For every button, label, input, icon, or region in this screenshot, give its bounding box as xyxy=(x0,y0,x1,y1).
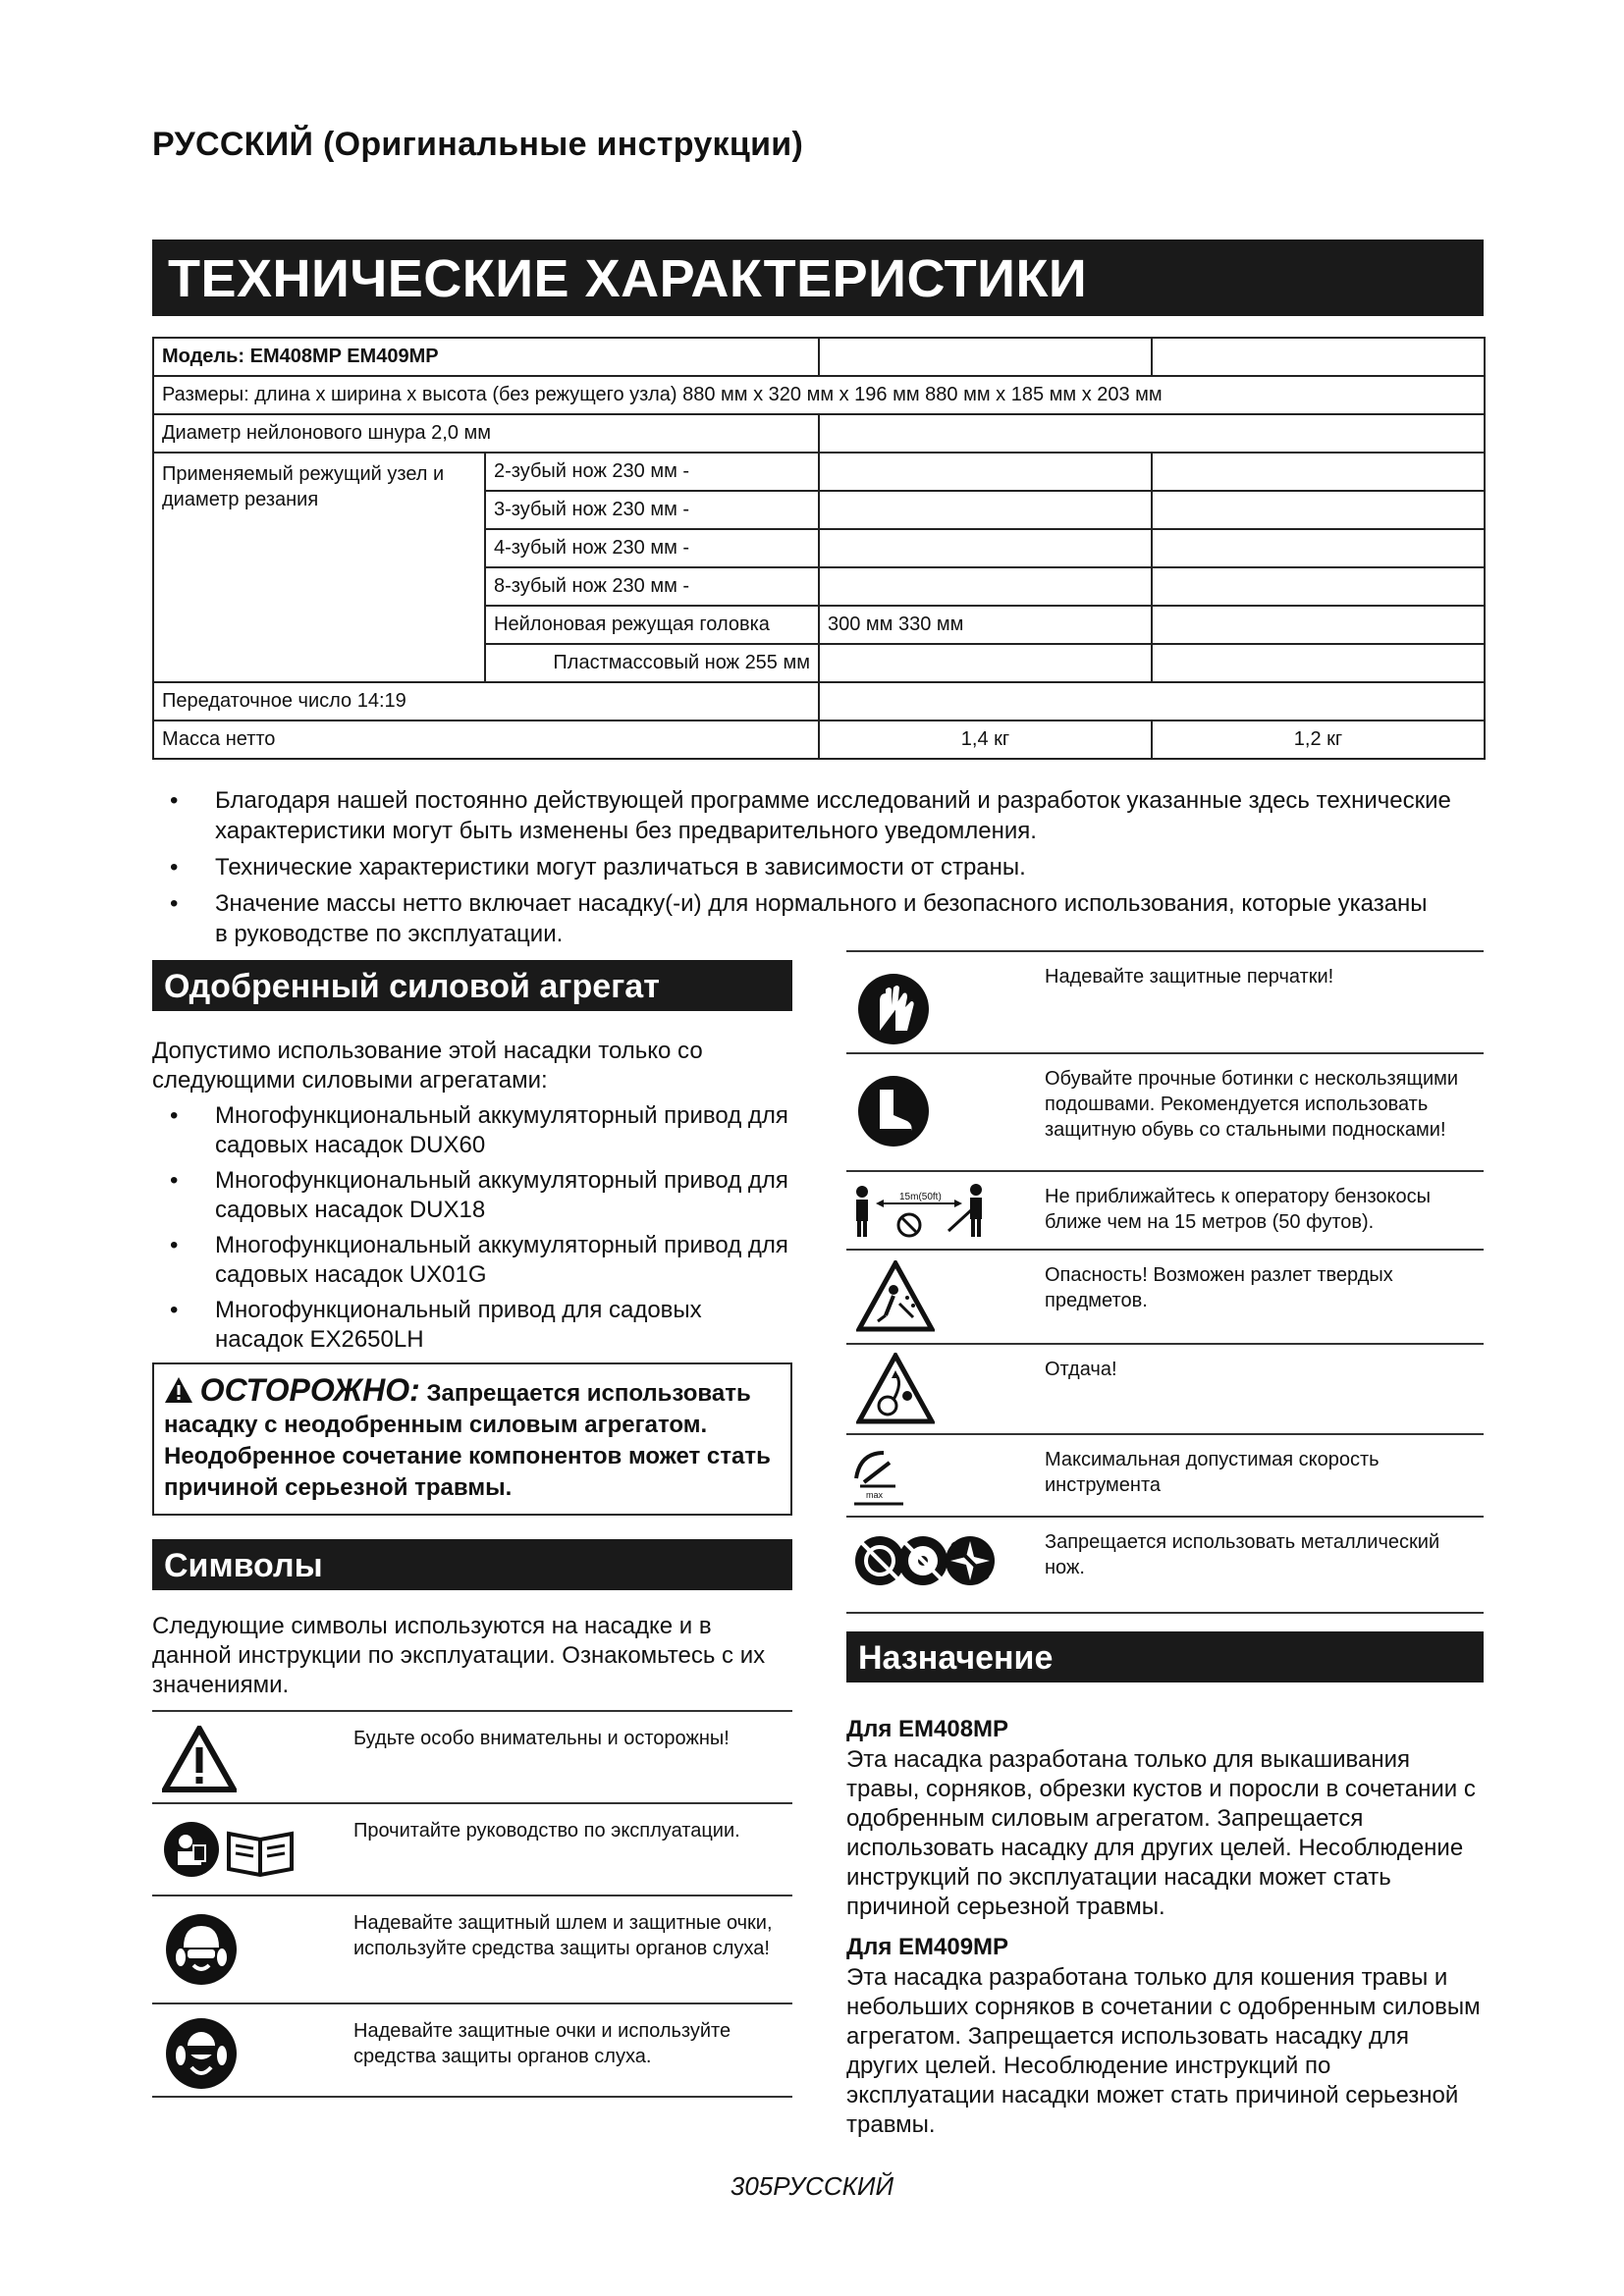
symbol-text: Будьте особо внимательны и осторожны! xyxy=(353,1728,730,1749)
cutter-row: 2-зубый нож 230 мм - xyxy=(485,453,819,491)
symbol-text: Опасность! Возможен разлет твердых предметов. xyxy=(1045,1264,1393,1311)
flying-objects-icon xyxy=(856,1260,935,1338)
power-unit-item: • Многофункциональный привод для садовых насадок EX2650LH xyxy=(152,1296,792,1355)
dimensions-cell: Размеры: длина x ширина x высота (без режущего узла) 880 мм x 320 мм x 196 мм 880 мм x 185 мм x 203 мм xyxy=(153,376,1485,414)
symbol-row xyxy=(846,1516,1484,1614)
approved-title: Одобренный силовой агрегат xyxy=(152,960,792,1011)
spec-note: • Благодаря нашей постоянно действующей программе исследований и разработок указанные здесь технические характеристики могут быть изменены без предварительного уведомления. xyxy=(152,785,1484,846)
warning-triangle-icon xyxy=(162,1726,237,1797)
specifications-table xyxy=(152,337,1486,760)
no-metal-blade-icon xyxy=(852,1531,1000,1597)
net-mass-em409: 1,2 кг xyxy=(1152,721,1485,759)
cutter-label-cell: Применяемый режущий узел и диаметр резания xyxy=(153,453,485,682)
max-speed-icon xyxy=(850,1443,909,1513)
spec-note: • Технические характеристики могут различаться в зависимости от страны. xyxy=(152,852,1484,882)
symbol-row xyxy=(152,2002,792,2098)
gear-ratio-cell: Передаточное число 14:19 xyxy=(153,682,819,721)
cutter-row: Нейлоновая режущая головка xyxy=(485,606,819,644)
symbol-text: Надевайте защитные перчатки! xyxy=(1045,966,1334,988)
purpose-em409-heading: Для EM409MP xyxy=(846,1934,1009,1960)
model-cell: Модель: EM408MP EM409MP xyxy=(153,338,819,376)
symbol-row xyxy=(152,1895,792,2002)
cutter-row: 3-зубый нож 230 мм - xyxy=(485,491,819,529)
cutter-row: Пластмассовый нож 255 мм xyxy=(485,644,819,682)
warning-triangle-icon xyxy=(164,1380,200,1407)
warning-label: ОСТОРОЖНО: xyxy=(199,1372,420,1408)
purpose-em408-text: Эта насадка разработана только для выкашивания травы, сорняков, обрезки кустов и поросли в сочетании с одобренным силовым агрегатом. Запрещается использовать насадку для других целей. Несоблюдение инструкций по эксплуатации насадки может стать причиной серьезной травмы. xyxy=(846,1746,1476,1920)
symbol-text: Запрещается использовать металлический нож. xyxy=(1045,1531,1440,1578)
page-language-title: РУССКИЙ (Оригинальные инструкции) xyxy=(152,126,804,163)
symbol-text: Обувайте прочные ботинки с нескользящими подошвами. Рекомендуется использовать защитную обувь со стальными подносками! xyxy=(1045,1068,1459,1141)
max-label: max xyxy=(866,1490,884,1500)
read-manual-icon xyxy=(162,1820,309,1884)
helmet-goggles-earmuffs-icon xyxy=(164,1912,239,1992)
symbol-row xyxy=(846,1052,1484,1170)
warning-text: Запрещается использовать насадку с неодобренным силовым агрегатом. Неодобренное сочетание компонентов может стать причиной серьезной травмы. xyxy=(164,1380,771,1501)
warning-box xyxy=(152,1362,792,1516)
symbol-row xyxy=(846,1249,1484,1343)
approved-power-unit-section xyxy=(152,960,792,1700)
symbol-row xyxy=(846,1433,1484,1516)
power-unit-item: • Многофункциональный аккумуляторный привод для садовых насадок UX01G xyxy=(152,1231,792,1290)
boots-icon xyxy=(856,1074,931,1153)
purpose-title: Назначение xyxy=(846,1631,1484,1682)
keep-distance-icon xyxy=(850,1182,998,1246)
cord-diameter-cell: Диаметр нейлонового шнура 2,0 мм xyxy=(153,414,819,453)
specifications-banner: ТЕХНИЧЕСКИЕ ХАРАКТЕРИСТИКИ xyxy=(152,240,1484,316)
cutter-row: 8-зубый нож 230 мм - xyxy=(485,567,819,606)
distance-label: 15m(50ft) xyxy=(899,1192,942,1202)
approved-intro: Допустимо использование этой насадки только со следующими силовыми агрегатами: xyxy=(152,1038,703,1094)
spec-note: • Значение массы нетто включает насадку(-и) для нормального и безопасного использования, которые указаны в руководстве по эксплуатации. xyxy=(152,888,1484,949)
symbol-text: Надевайте защитные очки и используйте средства защиты органов слуха. xyxy=(353,2020,731,2067)
symbol-text: Надевайте защитный шлем и защитные очки, используйте средства защиты органов слуха! xyxy=(353,1912,773,1959)
symbol-text: Отдача! xyxy=(1045,1359,1117,1380)
page-footer: 305РУССКИЙ xyxy=(730,2171,894,2201)
purpose-em408-heading: Для EM408MP xyxy=(846,1716,1009,1742)
symbol-row xyxy=(846,1170,1484,1249)
kickback-icon xyxy=(856,1353,935,1430)
symbol-row xyxy=(846,1343,1484,1433)
symbol-row xyxy=(152,1710,792,1802)
symbols-title: Символы xyxy=(152,1539,792,1590)
gloves-icon xyxy=(856,972,931,1051)
spec-notes xyxy=(152,785,1484,955)
symbol-row xyxy=(152,1802,792,1895)
power-unit-item: • Многофункциональный аккумуляторный привод для садовых насадок DUX18 xyxy=(152,1166,792,1225)
purpose-section xyxy=(846,1631,1484,2140)
nylon-values-cell: 300 мм 330 мм xyxy=(819,606,1152,644)
symbols-table-right xyxy=(846,950,1484,1614)
net-mass-em408: 1,4 кг xyxy=(819,721,1152,759)
symbol-text: Прочитайте руководство по эксплуатации. xyxy=(353,1820,740,1842)
symbols-intro: Следующие символы используются на насадке и в данной инструкции по эксплуатации. Ознакомьтесь с их значениями. xyxy=(152,1613,766,1698)
cutter-row: 4-зубый нож 230 мм - xyxy=(485,529,819,567)
goggles-earmuffs-icon xyxy=(164,2016,239,2096)
symbol-text: Не приближайтесь к оператору бензокосы ближе чем на 15 метров (50 футов). xyxy=(1045,1186,1431,1233)
purpose-em409-text: Эта насадка разработана только для кошения травы и небольших сорняков в сочетании с одобренным силовым агрегатом. Запрещается использовать насадку для других целей. Несоблюдение инструкций по эксплуатации насадки может стать причиной серьезной травмы. xyxy=(846,1964,1481,2138)
net-mass-label: Масса нетто xyxy=(153,721,819,759)
symbol-row xyxy=(846,950,1484,1052)
symbol-text: Максимальная допустимая скорость инструмента xyxy=(1045,1449,1380,1496)
power-unit-item: • Многофункциональный аккумуляторный привод для садовых насадок DUX60 xyxy=(152,1101,792,1160)
symbols-table-left xyxy=(152,1710,792,2098)
